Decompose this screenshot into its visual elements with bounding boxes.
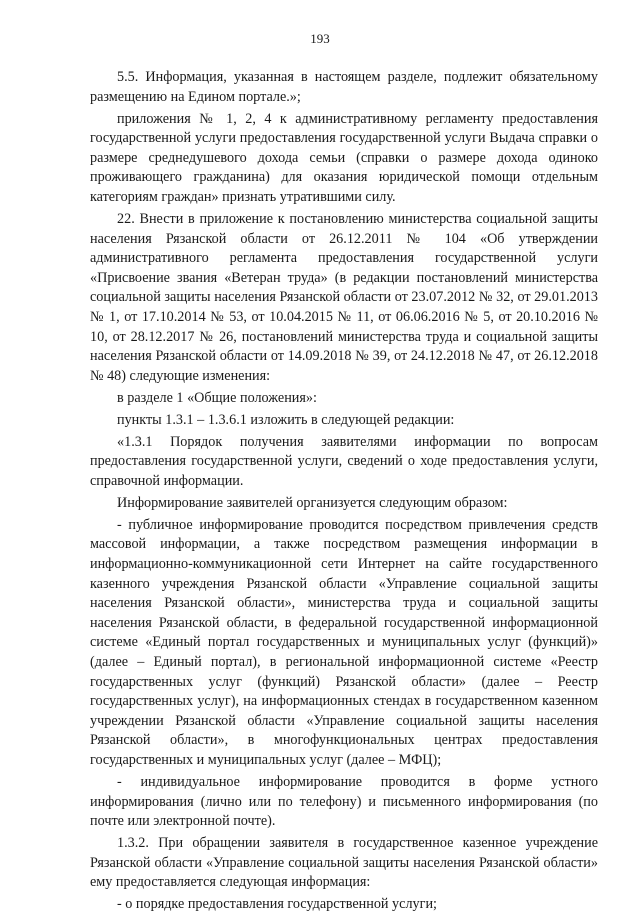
paragraph-points-1-3-1: пункты 1.3.1 – 1.3.6.1 изложить в следующей редакции: <box>117 411 455 428</box>
paragraph-informing-organization: Информирование заявителей организуется следующим образом: <box>117 494 508 511</box>
paragraph-individual-informing: - индивидуальное информирование проводится в форме устного информирования (лично или по телефону) и письменного информирования (по почте или электронной почте). <box>90 773 598 830</box>
paragraph-5-5: 5.5. Информация, указанная в настоящем разделе, подлежит обязательному размещению на Едином портале.»; <box>90 69 598 105</box>
paragraph-appendices-repeal: приложения № 1, 2, 4 к административному регламенту предоставления государственной услуги предоставления государственной услуги Выдача справки о размере среднедушевого дохода семьи (справки о размере дохода одиноко проживающего гражданина) для оказания юридической помощи отдельным категориям граждан» признать утратившими силу. <box>90 110 598 205</box>
paragraph-1-3-2: 1.3.2. При обращении заявителя в государственное казенное учреждение Рязанской области «Управление социальной защиты населения Рязанской области» ему предоставляется следующая информация: <box>90 835 598 891</box>
paragraph-section-1: в разделе 1 «Общие положения»: <box>117 389 317 406</box>
paragraph-public-informing: - публичное информирование проводится посредством привлечения средств массовой информации, а также посредством размещения информации в информационно-коммуникационной сети Интернет на сайте государственного казенного учреждения Рязанской области «Управление социальной защиты населения Рязанской области», министерства труда и социальной защиты населения Рязанской области, в федеральной государственной информационной системе «Единый портал государственных и муниципальных услуг (функций)» (далее – Единый портал), в региональной информационной системе «Реестр государственных услуг (функций) Рязанской области» (далее – Реестр государственных услуг), на информационных стендах в государственном казенном учреждении Рязанской области «Управление социальной защиты населения Рязанской области», в многофункциональных центрах предоставления государственных и муниципальных услуг (далее – МФЦ); <box>90 516 598 768</box>
paragraph-22-amendments: 22. Внести в приложение к постановлению министерства социальной защиты населения Рязанской области от 26.12.2011 № 104 «Об утверждении административного регламента предоставления государственной услуги «Присвоение звания «Ветеран труда» (в редакции постановлений министерства социальной защиты населения Рязанской области от 23.07.2012 № 32, от 29.01.2013 № 1, от 17.10.2014 № 53, от 10.04.2015 № 11, от 06.06.2016 № 5, от 20.10.2016 № 10, от 28.12.2017 № 26, постановлений министерства труда и социальной защиты населения Рязанской области от 14.09.2018 № 39, от 24.12.2018 № 47, от 26.12.2018 № 48) следующие изменения: <box>90 210 598 384</box>
paragraph-1-3-1: «1.3.1 Порядок получения заявителями информации по вопросам предоставления государственной услуги, сведений о ходе предоставления услуги, справочной информации. <box>90 433 598 489</box>
paragraph-procedure-item: - о порядке предоставления государственной услуги; <box>117 896 437 913</box>
document-body <box>90 68 598 917</box>
page-number: 193 <box>310 31 330 46</box>
